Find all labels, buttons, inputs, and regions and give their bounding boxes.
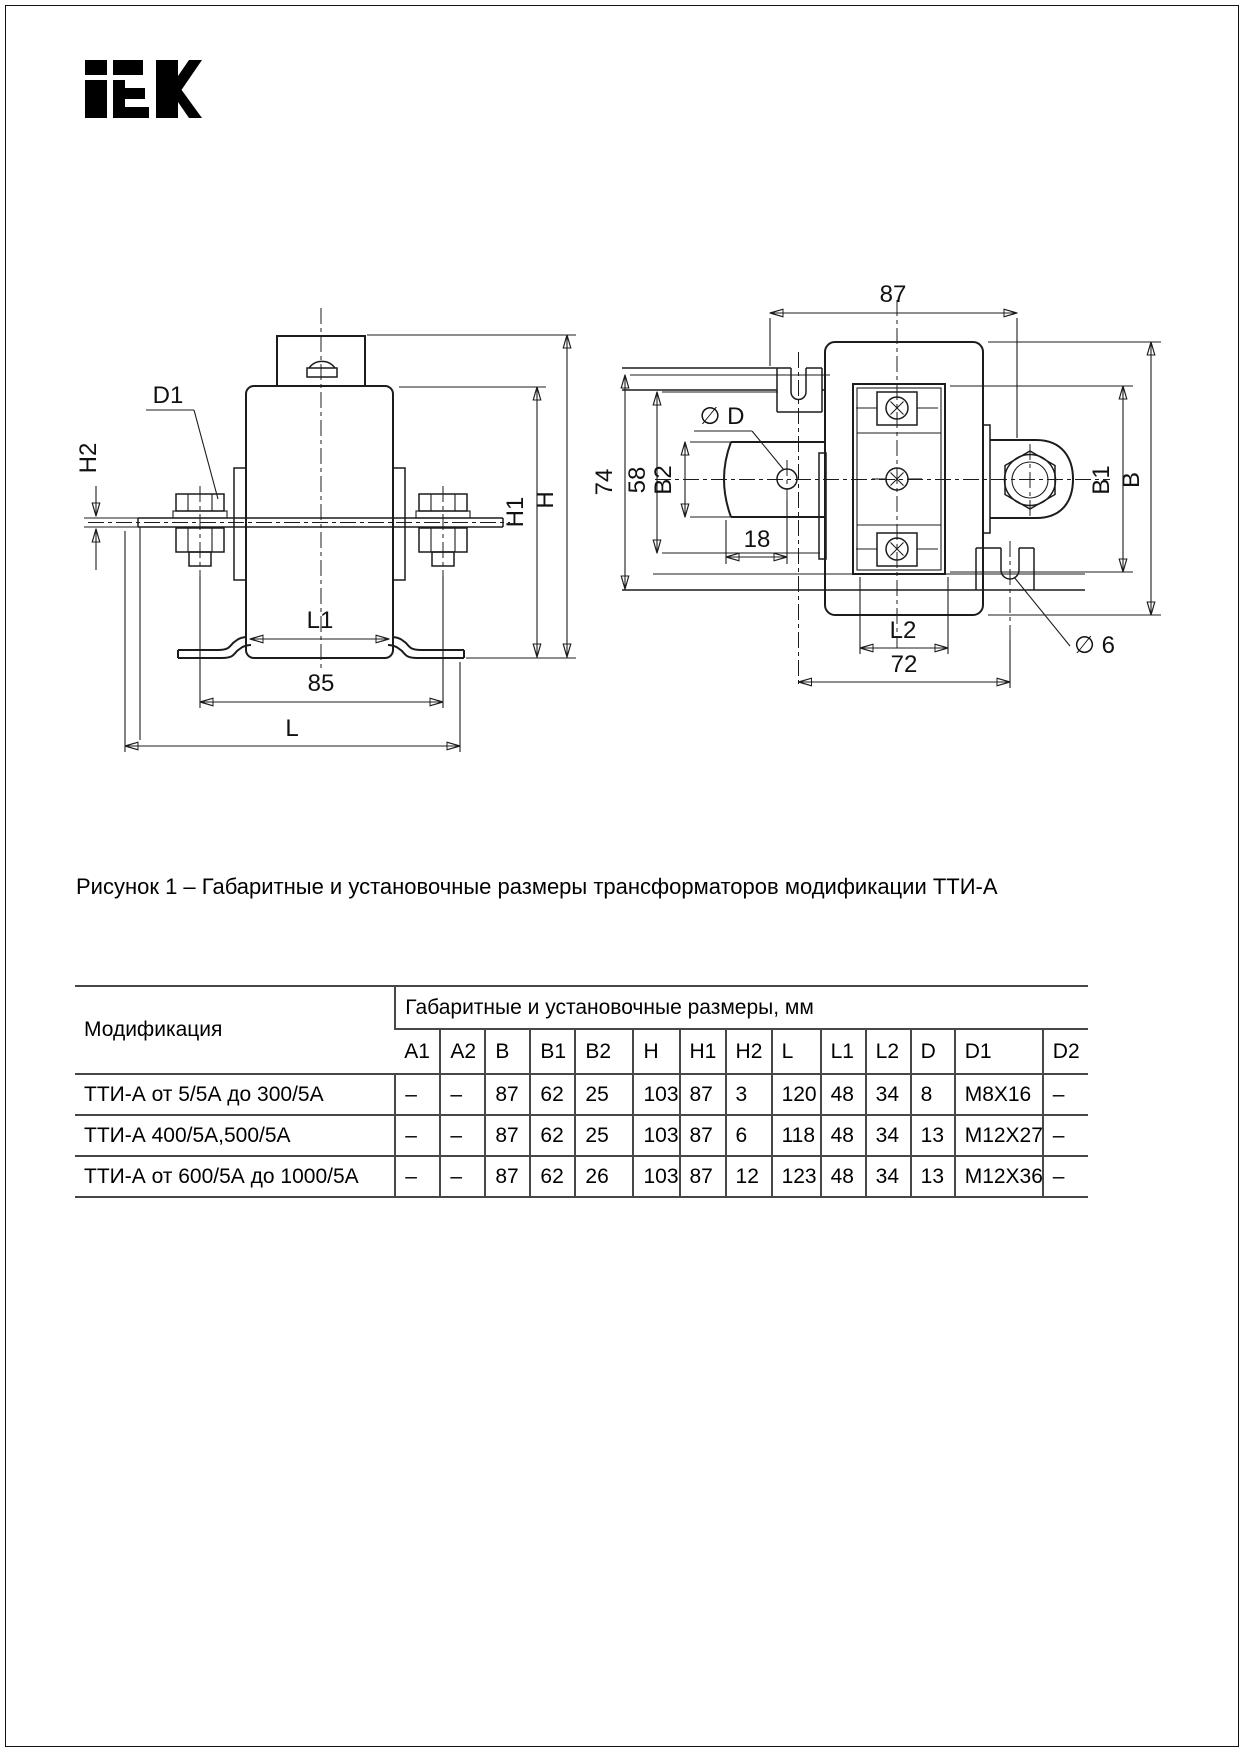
dim-label-b2: B2: [650, 465, 677, 495]
dim-value-cell: 13: [911, 1156, 955, 1197]
dim-value-cell: 103: [633, 1115, 679, 1156]
dim-value-cell: –: [440, 1074, 485, 1115]
technical-drawing: [0, 0, 1244, 780]
dimensions-table: [75, 985, 1088, 1198]
dim-value-cell: 87: [485, 1074, 530, 1115]
col-header-b2: B2: [575, 1029, 633, 1074]
dim-value-cell: 12: [726, 1156, 772, 1197]
dim-label-85: 85: [307, 670, 335, 697]
dim-label-l: L: [285, 715, 299, 742]
dim-label-74: 74: [591, 468, 618, 496]
col-header-l: L: [772, 1029, 821, 1074]
dim-label-18: 18: [743, 526, 771, 553]
col-header-b1: B1: [530, 1029, 575, 1074]
col-header-h: H: [633, 1029, 679, 1074]
col-header-d: D: [911, 1029, 955, 1074]
col-header-a2: A2: [440, 1029, 485, 1074]
front-view-figure: [75, 308, 576, 752]
row-label: ТТИ-А от 5/5А до 300/5А: [84, 1082, 324, 1106]
dim-value-cell: 13: [911, 1115, 955, 1156]
col-header-a1: A1: [404, 1039, 430, 1063]
dim-label-d1: D1: [152, 382, 184, 409]
dim-value-cell: 62: [530, 1074, 575, 1115]
dim-value-cell: 25: [575, 1074, 633, 1115]
dim-value-cell: 62: [530, 1115, 575, 1156]
dim-label-b1: B1: [1088, 465, 1115, 495]
col-header-h1: H1: [680, 1029, 726, 1074]
col-header-l2: L2: [866, 1029, 911, 1074]
dim-value-cell: 123: [772, 1156, 821, 1197]
col-header-d2: D2: [1043, 1029, 1088, 1074]
dim-value-cell: 103: [633, 1074, 679, 1115]
table-row: [75, 1115, 1088, 1156]
col-header-h2: H2: [726, 1029, 772, 1074]
figure-caption: Рисунок 1 – Габаритные и установочные размеры трансформаторов модификации ТТИ-А: [76, 874, 998, 899]
col-header-b: B: [485, 1029, 530, 1074]
dim-value-cell: 25: [575, 1115, 633, 1156]
dim-value-cell: 62: [530, 1156, 575, 1197]
dim-value-cell: –: [1043, 1156, 1088, 1197]
dim-label-58: 58: [624, 466, 651, 494]
dim-value-cell: M12X27: [955, 1115, 1043, 1156]
dim-value-cell: 48: [821, 1156, 866, 1197]
side-view-figure: [591, 281, 1161, 688]
dim-value-cell: 87: [680, 1156, 726, 1197]
col-header-modification: Модификация: [84, 1018, 223, 1041]
dim-value-cell: 8: [911, 1074, 955, 1115]
dim-value-cell: 87: [485, 1115, 530, 1156]
dim-label-diameter-6: ∅ 6: [1074, 632, 1115, 659]
row-label: ТТИ-А 400/5А,500/5А: [84, 1123, 291, 1147]
dim-value-cell: –: [395, 1115, 440, 1156]
row-label: ТТИ-А от 600/5А до 1000/5А: [84, 1164, 359, 1188]
dim-value-cell: 34: [866, 1115, 911, 1156]
dim-value-cell: 48: [821, 1115, 866, 1156]
dim-value-cell: –: [1043, 1074, 1088, 1115]
dim-value-cell: M8X16: [955, 1074, 1043, 1115]
dim-value-cell: 120: [772, 1074, 821, 1115]
dim-label-h2: H2: [75, 442, 102, 474]
dim-value-cell: 34: [866, 1156, 911, 1197]
dim-value-cell: –: [440, 1115, 485, 1156]
dim-value-cell: –: [1043, 1115, 1088, 1156]
table-header-row-group: [75, 986, 1088, 1029]
dim-value-cell: M12X36: [955, 1156, 1043, 1197]
dim-value-cell: –: [395, 1156, 440, 1197]
dim-label-72: 72: [890, 651, 918, 678]
dim-label-h: H: [532, 491, 559, 509]
dim-value-cell: 34: [866, 1074, 911, 1115]
dim-value-cell: 87: [680, 1074, 726, 1115]
dim-label-87: 87: [879, 281, 907, 308]
dim-value-cell: –: [395, 1074, 440, 1115]
dim-value-cell: 48: [821, 1074, 866, 1115]
dim-value-cell: 6: [726, 1115, 772, 1156]
dim-value-cell: 26: [575, 1156, 633, 1197]
dim-label-l2: L2: [889, 617, 917, 644]
dim-value-cell: 87: [680, 1115, 726, 1156]
dim-label-h1: H1: [502, 496, 529, 528]
dim-value-cell: 118: [772, 1115, 821, 1156]
table-row: [75, 1156, 1088, 1197]
dim-label-l1: L1: [306, 607, 334, 634]
dim-label-diameter-d: ∅ D: [699, 403, 745, 430]
dim-value-cell: 3: [726, 1074, 772, 1115]
col-header-d1: D1: [955, 1029, 1043, 1074]
dim-value-cell: 87: [485, 1156, 530, 1197]
table-row: [75, 1074, 1088, 1115]
dim-value-cell: 103: [633, 1156, 679, 1197]
col-header-l1: L1: [821, 1029, 866, 1074]
dim-label-b: B: [1118, 471, 1145, 489]
col-group-header-dimensions: Габаритные и установочные размеры, мм: [395, 986, 1088, 1029]
dim-value-cell: –: [440, 1156, 485, 1197]
